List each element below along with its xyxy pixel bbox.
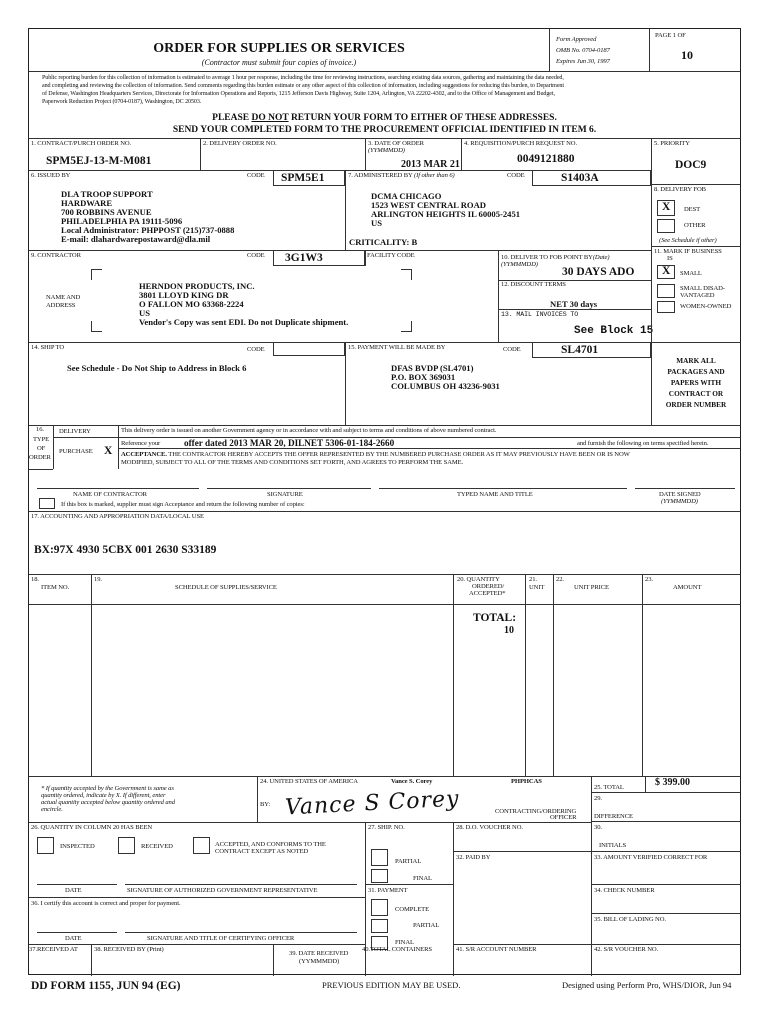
contractor-line: Vendor's Copy was sent EDI. Do not Duplicate shipment. [139,317,349,327]
issued-line: HARDWARE [61,198,113,208]
acceptance-copies-checkbox[interactable] [39,498,55,509]
accepted-checkbox[interactable] [193,837,210,854]
name-and-label: NAME AND [46,294,81,301]
auth-date-label: DATE [65,887,82,894]
col-unit-label: UNIT [529,584,545,591]
discount-terms-value: NET 30 days [550,299,598,309]
initials-label: INITIALS [599,842,627,849]
reference-tail: and furnish the following on terms specified herein. [577,440,709,447]
col-amount-num: 23. [645,576,653,583]
admin-line: US [371,218,382,228]
box-42-label: 42. S/R VOUCHER NO. [594,946,659,953]
box-34-label: 34. CHECK NUMBER [594,887,655,894]
accounting-label: 17. ACCOUNTING AND APPROPRIATION DATA/LOCAL USE [31,513,204,520]
disadvantaged-label: SMALL DISAD- [680,285,725,292]
mark-all-packages: MARK ALL PACKAGES AND PAPERS WITH CONTRACT OR ORDER NUMBER [665,356,727,409]
issued-line: DLA TROOP SUPPORT [61,189,153,199]
box-27-label: 27. SHIP. NO. [368,824,405,831]
issued-line: 700 ROBBINS AVENUE [61,207,152,217]
requisition-value: 0049121880 [517,153,575,165]
criticality-value: CRITICALITY: B [349,237,418,247]
col-price-label: UNIT PRICE [574,584,609,591]
ship-final-checkbox[interactable] [371,869,388,883]
pay-partial-label: PARTIAL [413,922,440,929]
acceptance-copies-text: If this box is marked, supplier must sign Acceptance and return the following number of copies: [61,501,305,508]
contractor-line: 3801 LLOYD KING DR [139,290,229,300]
issued-code-value: SPM5E1 [281,172,325,184]
delivery-order-text: This delivery order is issued on another Government agency or in accordance with and subject to terms and conditions of above numbered contract. [121,427,497,434]
contracting-officer-label: CONTRACTING/ORDERING [495,808,577,815]
box-29-label: 29. [594,795,602,802]
priority-label: 5. PRIORITY [654,140,690,147]
auth-signature-label: SIGNATURE OF AUTHORIZED GOVERNMENT REPRESENTATIVE [127,887,318,894]
contract-no-value: SPM5EJ-13-M-M081 [46,155,152,167]
payment-by-label: 15. PAYMENT WILL BE MADE BY [348,344,446,351]
officer-name: Vance S. Corey [391,778,433,785]
type-purchase-label: PURCHASE [59,448,93,455]
ship-to-label: 14. SHIP TO [31,344,65,351]
inspected-checkbox[interactable] [37,837,54,854]
delivery-order-label: 2. DELIVERY ORDER NO. [203,140,277,147]
admin-line: 1523 WEST CENTRAL ROAD [371,200,487,210]
inspected-label: INSPECTED [60,843,95,850]
payment-line: COLUMBUS OH 43236-9031 [391,381,500,391]
business-label: 11. MARK IF BUSINESS [654,248,722,255]
priority-value: DOC9 [675,159,707,171]
col-item-num: 18. [31,576,39,583]
box-26-label: 26. QUANTITY IN COLUMN 20 HAS BEEN [31,824,153,831]
qty-note: encircle. [41,806,63,813]
address-label: ADDRESS [46,302,76,309]
col-unit-num: 21. [529,576,537,583]
fob-note: (See Schedule if other) [659,237,717,244]
pay-partial-checkbox[interactable] [371,919,388,933]
payment-line: P.O. BOX 369031 [391,372,456,382]
col-quantity-label: ACCEPTED* [469,590,506,597]
admin-line: DCMA CHICAGO [371,191,442,201]
qty-note: actual quantity accepted below quantity ordered and [41,799,175,806]
ship-partial-checkbox[interactable] [371,849,388,866]
contractor-name-sig-label: NAME OF CONTRACTOR [73,491,147,498]
contractor-line: HERNDON PRODUCTS, INC. [139,281,255,291]
previous-edition: PREVIOUS EDITION MAY BE USED. [322,980,461,990]
designed-using: Designed using Perform Pro, WHS/DIOR, Jun 94 [562,980,732,990]
contractor-code-label: CODE [247,252,265,259]
col-quantity-label: 20. QUANTITY [457,576,500,583]
fob-dest-mark: X [662,201,671,213]
qty-note: * If quantity accepted by the Government is same as [41,785,174,792]
col-item-label: ITEM NO. [41,584,70,591]
burden-line-1: Public reporting burden for this collection of information is estimated to average 1 hour per response, including the time for reviewing instructions, searching existing data sources, gathering and maintaining the data needed, [42,75,564,81]
received-checkbox[interactable] [118,837,135,854]
ship-final-label: FINAL [413,875,432,882]
send-notice: SEND YOUR COMPLETED FORM TO THE PROCUREMENT OFFICIAL IDENTIFIED IN ITEM 6. [172,125,597,135]
admin-code-label: CODE [507,172,525,179]
box-31-label: 31. PAYMENT [368,887,408,894]
box-36-label: 36. I certify this account is correct and proper for payment. [31,900,181,907]
fob-other-label: OTHER [684,222,706,229]
page-count: 10 [681,48,693,62]
fob-other-checkbox[interactable] [657,219,675,233]
acceptance-line-1: ACCEPTANCE. THE CONTRACTOR HEREBY ACCEPTS THE OFFER REPRESENTED BY THE NUMBERED PURCHASE ORDER AS IT MAY PREVIOUSLY HAVE BEEN OR IS NOW [121,451,630,458]
approval-line-1: Form Approved [556,36,597,43]
contractor-signature-label: SIGNATURE [267,491,303,498]
received-label: RECEIVED [141,843,173,850]
contract-no-label: 1. CONTRACT/PURCH ORDER NO. [31,140,132,147]
ship-partial-label: PARTIAL [395,858,422,865]
dd1155-form [28,28,741,975]
approval-line-2: OMB No. 0704-0187 [556,47,610,54]
cert-signature-label: SIGNATURE AND TITLE OF CERTIFYING OFFICER [147,935,295,942]
accepted-label: ACCEPTED, AND CONFORMS TO THE [215,841,326,848]
contractor-label: 9. CONTRACTOR [31,252,81,259]
box-37-label: 37.RECEIVED AT [29,946,78,953]
issued-line: Local Administrator: PHPPOST (215)737-0888 [61,225,235,235]
contractor-line: US [139,308,150,318]
difference-label: DIFFERENCE [594,813,633,820]
box-39-sub: (YYMMMDD) [299,958,340,965]
qty-note: quantity ordered, indicate by X. If different, enter [41,792,166,799]
typed-name-label: TYPED NAME AND TITLE [457,491,533,498]
disadvantaged-checkbox[interactable] [657,284,675,298]
admin-code-value: S1403A [561,172,599,184]
box-35-label: 35. BILL OF LADING NO. [594,916,666,923]
total-25-label: 25. TOTAL [594,784,624,791]
deliver-by-label: 10. DELIVER TO FOB POINT BY(Date) [501,254,610,261]
col-schedule-label: SCHEDULE OF SUPPLIES/SERVICE [175,584,277,591]
date-signed-sub: (YYMMMDD) [661,498,698,505]
total-25-value: $ 399.00 [655,777,690,788]
accepted-label: CONTRACT EXCEPT AS NOTED [215,848,309,855]
business-label-is: IS [667,255,673,262]
form-id: DD FORM 1155, JUN 94 (EG) [31,980,181,992]
ship-to-code-label: CODE [247,346,265,353]
by-label: BY: [260,801,271,808]
accounting-value: BX:97X 4930 5CBX 001 2630 S33189 [34,544,217,556]
office-code: PHPHCAS [511,778,542,785]
deliver-by-value: 30 DAYS ADO [562,266,635,278]
fob-dest-label: DEST [684,206,701,213]
approval-line-3: Expires Jun 30, 1997 [556,58,610,65]
officer-signature: Vance S Corey [284,786,461,821]
date-of-order-value: 2013 MAR 21 [401,159,460,170]
total-label: TOTAL: [473,612,517,624]
reference-value: offer dated 2013 MAR 20, DILNET 5306-01-184-2660 [184,438,395,448]
box-40-label: 40.TOTAL CONTAINERS [362,946,432,953]
issued-line: E-mail: dlahardwarepostaward@dla.mil [61,234,211,244]
contracting-officer-label: OFFICER [550,814,577,821]
ship-to-value: See Schedule - Do Not Ship to Address in Block 6 [67,363,247,373]
admin-line: ARLINGTON HEIGHTS IL 60005-2451 [371,209,521,219]
acceptance-line-2: MODIFIED, SUBJECT TO ALL OF THE TERMS AND CONDITIONS SET FORTH, AND AGREES TO PERFORM THE SAME. [121,459,464,466]
deliver-by-sub: (YYMMMDD) [501,261,538,268]
payment-code-value: SL4701 [561,344,599,356]
box-30-label: 30. [594,824,602,831]
reference-label: Reference your [121,440,161,447]
return-notice: PLEASE DO NOT RETURN YOUR FORM TO EITHER OF THESE ADDRESSES. [212,113,557,123]
women-owned-label: WOMEN-OWNED [680,303,732,310]
form-subtitle: (Contractor must submit four copies of invoice.) [201,58,357,67]
payment-line: DFAS BVDP (SL4701) [391,363,474,373]
type-num: 16. [36,426,44,433]
pay-complete-checkbox[interactable] [371,899,388,916]
disadvantaged-label: VANTAGED [680,292,715,299]
box-41-label: 41. S/R ACCOUNT NUMBER [456,946,537,953]
facility-code-label: FACILITY CODE [367,252,415,259]
total-quantity: 10 [504,625,514,636]
small-label: SMALL [680,270,702,277]
type-purchase-mark: X [104,445,113,457]
usa-label: 24. UNITED STATES OF AMERICA [260,778,358,785]
box-32-label: 32. PAID BY [456,854,491,861]
date-of-order-sub: (YYMMMDD) [368,147,405,154]
requisition-label: 4. REQUISITION/PURCH REQUEST NO. [464,140,577,147]
page-label: PAGE 1 OF [655,32,686,39]
box-39-label: 39. DATE RECEIVED [289,950,349,957]
box-28-label: 28. D.O. VOUCHER NO. [456,824,523,831]
col-price-num: 22. [556,576,564,583]
col-schedule-num: 19. [94,576,102,583]
pay-final-label: FINAL [395,939,414,946]
issued-code-label: CODE [247,172,265,179]
burden-line-4: Paperwork Reduction Project (0704-0187), Washington, DC 20503. [42,99,202,105]
contractor-line: O FALLON MO 63368-2224 [139,299,244,309]
women-owned-checkbox[interactable] [657,301,675,313]
col-quantity-label: ORDERED/ [472,583,505,590]
discount-terms-label: 12. DISCOUNT TERMS [501,281,566,288]
mail-invoices-label: 13. MAIL INVOICES TO [501,311,579,318]
issued-by-label: 6. ISSUED BY [31,172,71,179]
mail-invoices-value: See Block 15 [574,325,654,337]
contractor-code-value: 3G1W3 [285,252,323,264]
type-label: OF [37,445,46,452]
payment-code-label: CODE [503,346,521,353]
pay-complete-label: COMPLETE [395,906,430,913]
col-amount-label: AMOUNT [673,584,702,591]
box-38-label: 38. RECEIVED BY (Print) [94,946,164,953]
burden-line-3: of Defense, Washington Headquarters Services, Directorate for Information Operations and Reports, 1215 Jefferson Davis Highway, Suite 1204, Arlington, VA 22202-4302, and to the Office of Management and Budget, [42,91,555,97]
form-title: ORDER FOR SUPPLIES OR SERVICES [153,41,405,56]
burden-line-2: and completing and reviewing the collection of information. Send comments regarding this burden estimate or any other aspect of this collection of information, including suggestions for reducing this burden, to Department [42,83,564,89]
issued-line: PHILADELPHIA PA 19111-5096 [61,216,183,226]
date-of-order-label: 3. DATE OF ORDER [368,140,424,147]
box-33-label: 33. AMOUNT VERIFIED CORRECT FOR [594,854,708,861]
small-business-mark: X [662,265,671,277]
type-delivery-label: DELIVERY [59,428,91,435]
delivery-fob-label: 8. DELIVERY FOB [654,186,706,193]
administered-by-label: 7. ADMINISTERED BY (If other than 6) [348,172,455,179]
type-label: TYPE [33,436,50,443]
date-signed-label: DATE SIGNED [659,491,701,498]
type-label: ORDER [29,454,51,461]
cert-date-label: DATE [65,935,82,942]
